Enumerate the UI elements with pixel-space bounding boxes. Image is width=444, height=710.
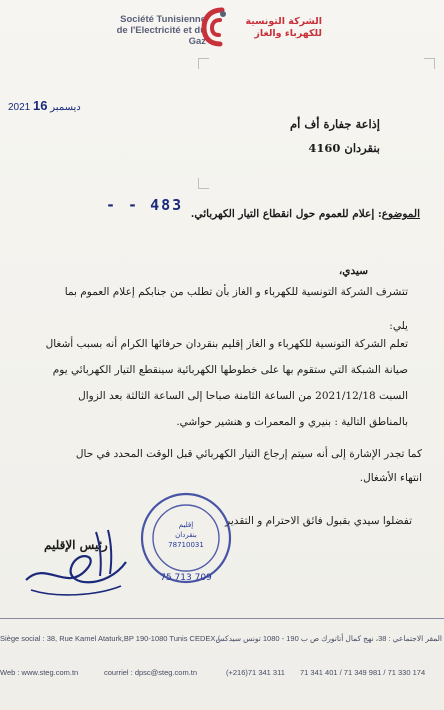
paragraph-line: تعلم الشركة التونسية للكهرباء و الغاز إقليم بنقردان حرفائها الكرام أنه بسبب أشغال xyxy=(45,338,408,350)
footer-divider xyxy=(0,618,444,619)
footer-address-ar: المقر الاجتماعي : 38، نهج كمال أتاتورك ص ب 190 - 1080 تونس سيدكس xyxy=(215,634,442,643)
closing-line: تفضلوا سيدي بقبول فائق الاحترام و التقدير xyxy=(225,515,412,527)
addressee-line1: إذاعة جفارة أف أم xyxy=(290,117,380,131)
footer-address-fr: Siège social : 38, Rue Kamel Ataturk,BP 190-1080 Tunis CEDEX / xyxy=(0,634,220,643)
company-name-ar-line2: للكهرباء والغاز xyxy=(254,28,322,39)
signer-title: رئيس الإقليم xyxy=(44,538,108,552)
paragraph-3 xyxy=(76,442,422,490)
paragraph-line: انتهاء الأشغال. xyxy=(359,472,422,484)
date-stamp xyxy=(8,98,81,113)
paragraph-line: صيانة الشبكة التي ستقوم بها على خطوطها الكهربائية سينقطع التيار الكهربائي يوم xyxy=(52,364,408,376)
footer-email: courriel : dpsc@steg.com.tn xyxy=(104,668,198,677)
paragraph-line: تتشرف الشركة التونسية للكهرباء و الغاز بأن تطلب من جنابكم إعلام العموم بما xyxy=(64,286,408,298)
address-frame-corner xyxy=(198,178,209,189)
subject-text: : إعلام للعموم حول انقطاع التيار الكهربائي. xyxy=(190,208,382,220)
paragraph-line: السبت 2021/12/18 من الساعة الثامنة صباحا إلى الساعة الثالثة بعد الزوال xyxy=(78,390,408,402)
subject-line xyxy=(190,208,420,220)
paragraph-1 xyxy=(65,283,408,335)
company-name-fr xyxy=(110,14,206,47)
address-frame-corner xyxy=(198,58,209,69)
stamp-inner-text xyxy=(164,520,208,550)
stamp-line: 78710031 xyxy=(168,541,204,549)
footer-phone: (+216)71 341 311 xyxy=(226,668,285,677)
company-name-fr-line2: de l'Electricité et du Gaz xyxy=(116,25,206,47)
footer-web: Web : www.steg.com.tn xyxy=(0,668,79,677)
handwritten-signature xyxy=(16,520,136,600)
stamp-phone: 75 713 709 xyxy=(160,573,212,583)
steg-logo-icon xyxy=(198,4,230,50)
company-name-ar-line1: الشركة التونسية xyxy=(245,16,322,27)
date-month: ديسمبر xyxy=(50,102,81,113)
reference-number: - - 483 xyxy=(106,196,184,214)
date-day: 16 xyxy=(33,98,48,113)
company-name-fr-line1: Société Tunisienne xyxy=(120,14,206,25)
company-name-ar xyxy=(232,16,322,40)
addressee-line2: بنقردان 4160 xyxy=(308,141,380,155)
addressee-block xyxy=(240,112,380,160)
date-year: 2021 xyxy=(8,102,31,113)
salutation: سيدي، xyxy=(338,265,368,277)
stamp-line: إقليم xyxy=(178,521,194,529)
paragraph-line: بالمناطق التالية : بنيري و المعمرات و هنشير حواشي. xyxy=(176,416,408,428)
address-frame-corner xyxy=(424,58,435,69)
paragraph-line: كما تجدر الإشارة إلى أنه سيتم إرجاع التيار الكهربائي قبل الوقت المحدد في حال xyxy=(75,448,422,460)
paragraph-2 xyxy=(46,331,408,435)
subject-label: الموضوع xyxy=(381,208,420,220)
stamp-line: بنقردان xyxy=(175,531,197,539)
paragraph-line: يلي: xyxy=(389,320,408,332)
footer-fax: 71 341 401 / 71 349 981 / 71 330 174 xyxy=(300,668,426,677)
